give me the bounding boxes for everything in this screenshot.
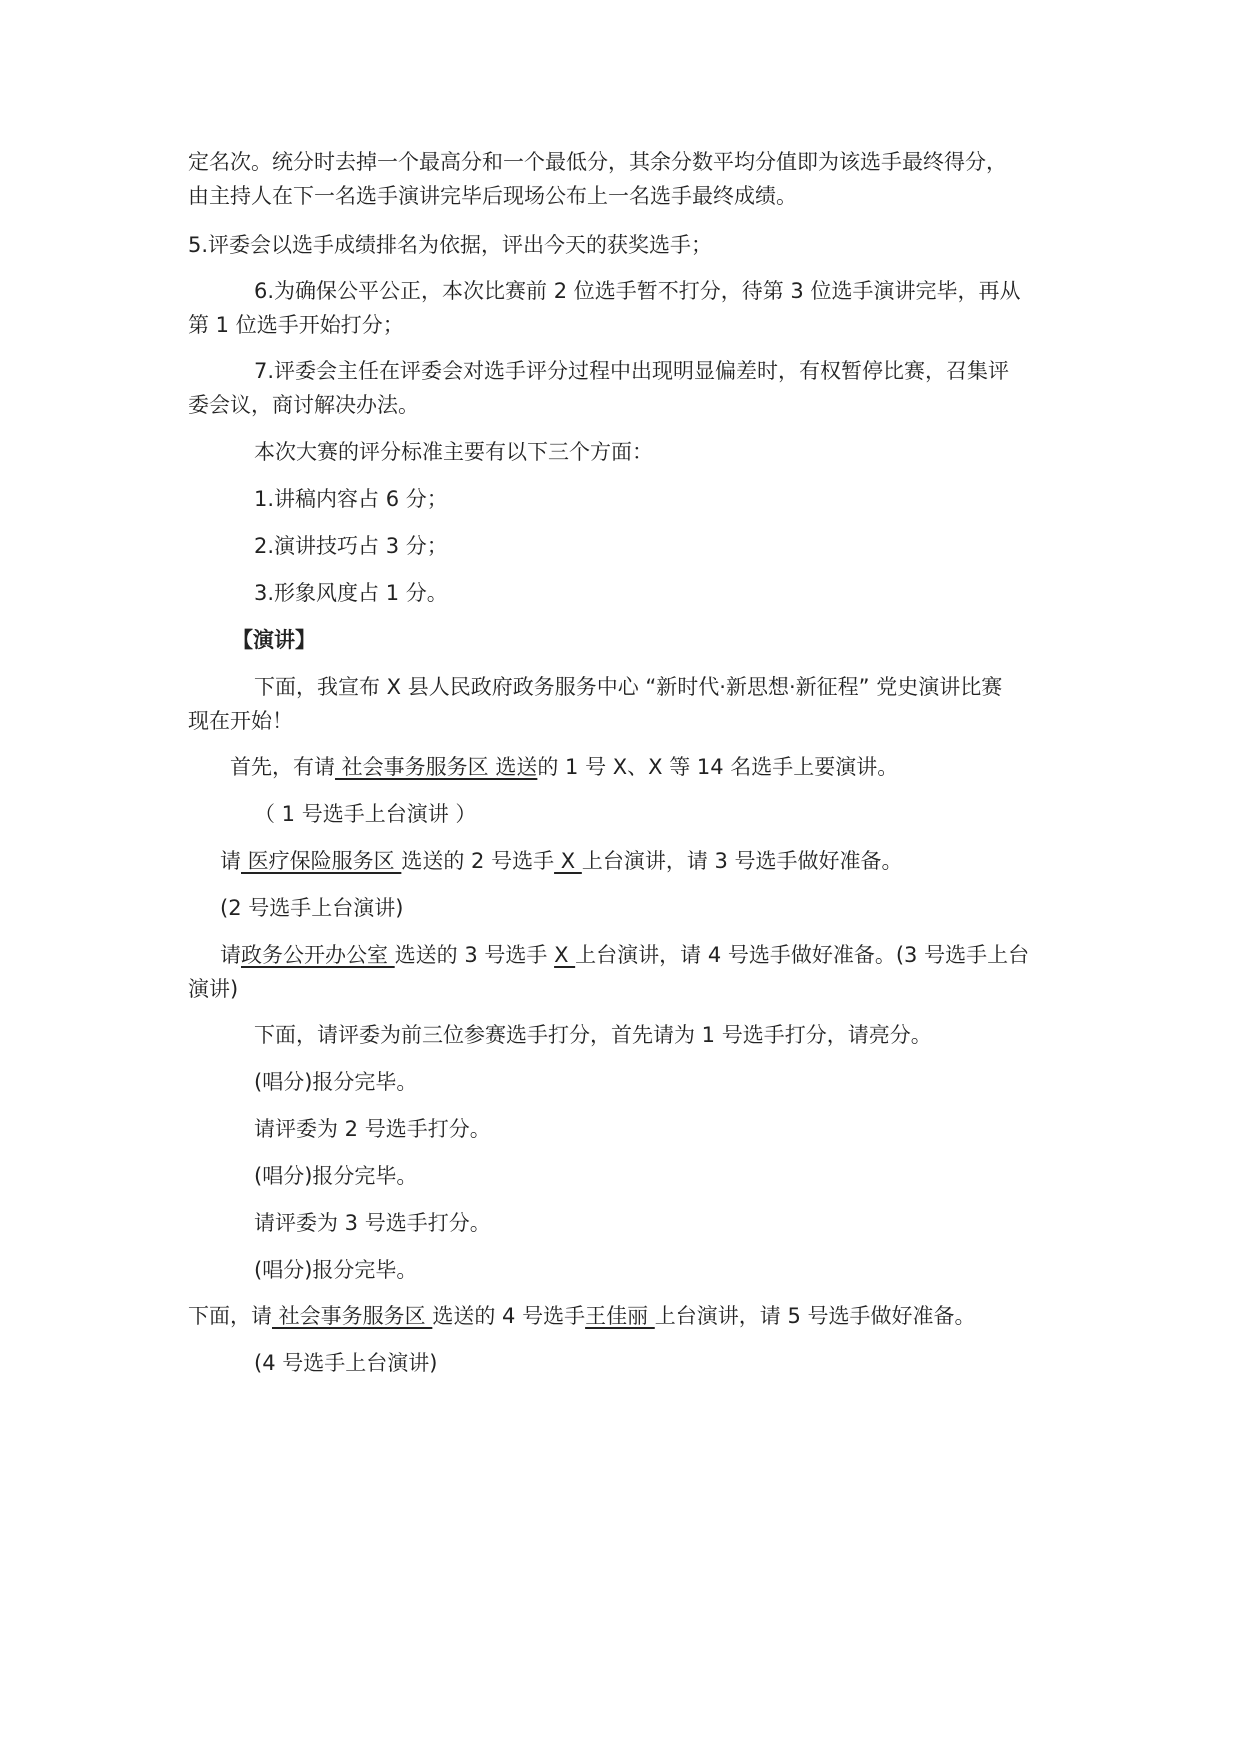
underlined-contestant-name: X [554,943,576,967]
text-run: 上台演讲，请 4 号选手做好准备。(3 号选手上台 [575,943,1030,967]
text-run: 选送的 4 号选手 [432,1304,586,1328]
score-announced: (唱分)报分完毕。 [254,1070,418,1094]
first-contestant-intro [230,753,898,781]
criterion-item: 3.形象风度占 1 分。 [254,581,448,605]
text-run: 请 [220,849,241,873]
section-heading: 【演讲】 [232,628,316,652]
underlined-unit-name: 社会事务服务区 [272,1304,433,1328]
rule-7-line: 7.评委会主任在评委会对选手评分过程中出现明显偏差时，有权暂停比赛，召集评 [254,359,1010,383]
scoring-instruction: 请评委为 2 号选手打分。 [254,1117,491,1141]
text-run: 首先，有请 [230,755,335,779]
criterion-item: 2.演讲技巧占 3 分； [254,534,448,558]
stage-direction: (4 号选手上台演讲) [254,1351,438,1375]
text-run: 下面，请 [188,1304,272,1328]
text-run: 选送的 2 号选手 [401,849,555,873]
contestant-3-intro-line: 演讲) [188,977,239,1001]
rules-paragraph-4-line: 由主持人在下一名选手演讲完毕后现场公布上一名选手最终成绩。 [188,184,797,208]
stage-direction: （ 1 号选手上台演讲 ） [254,802,477,826]
rule-6-line: 6.为确保公平公正，本次比赛前 2 位选手暂不打分，待第 3 位选手演讲完毕，再从 [254,279,1021,303]
underlined-contestant-name: X [554,849,582,873]
rule-7-line: 委会议，商讨解决办法。 [188,393,419,417]
text-run: 选送的 3 号选手 [394,943,555,967]
underlined-unit-name: 医疗保险服务区 [241,849,402,873]
scoring-instruction: 下面，请评委为前三位参赛选手打分，首先请为 1 号选手打分，请亮分。 [254,1023,932,1047]
underlined-unit-name: 社会事务服务区 选送 [335,755,538,779]
contestant-2-intro [220,847,903,875]
text-run: 上台演讲，请 3 号选手做好准备。 [581,849,903,873]
underlined-contestant-name: 王佳丽 [585,1304,655,1328]
rule-6-line: 第 1 位选手开始打分； [188,313,404,337]
score-announced: (唱分)报分完毕。 [254,1258,418,1282]
contestant-3-intro-line [220,941,1029,969]
stage-direction: (2 号选手上台演讲) [220,896,404,920]
contestant-4-intro [188,1302,975,1330]
score-announced: (唱分)报分完毕。 [254,1164,418,1188]
scoring-criteria-intro: 本次大赛的评分标准主要有以下三个方面： [254,440,653,464]
text-run: 的 1 号 X、X 等 14 名选手上要演讲。 [537,755,899,779]
underlined-unit-name: 政务公开办公室 [241,943,395,967]
criterion-item: 1.讲稿内容占 6 分； [254,487,448,511]
opening-announcement-line: 现在开始！ [188,709,293,733]
opening-announcement-line: 下面，我宣布 X 县人民政府政务服务中心 “新时代·新思想·新征程” 党史演讲比赛 [254,675,1003,699]
rules-paragraph-4-line: 定名次。统分时去掉一个最高分和一个最低分，其余分数平均分值即为该选手最终得分， [188,150,1007,174]
text-run: 上台演讲，请 5 号选手做好准备。 [654,1304,976,1328]
rule-5: 5.评委会以选手成绩排名为依据，评出今天的获奖选手； [188,233,713,257]
text-run: 请 [220,943,241,967]
scoring-instruction: 请评委为 3 号选手打分。 [254,1211,491,1235]
